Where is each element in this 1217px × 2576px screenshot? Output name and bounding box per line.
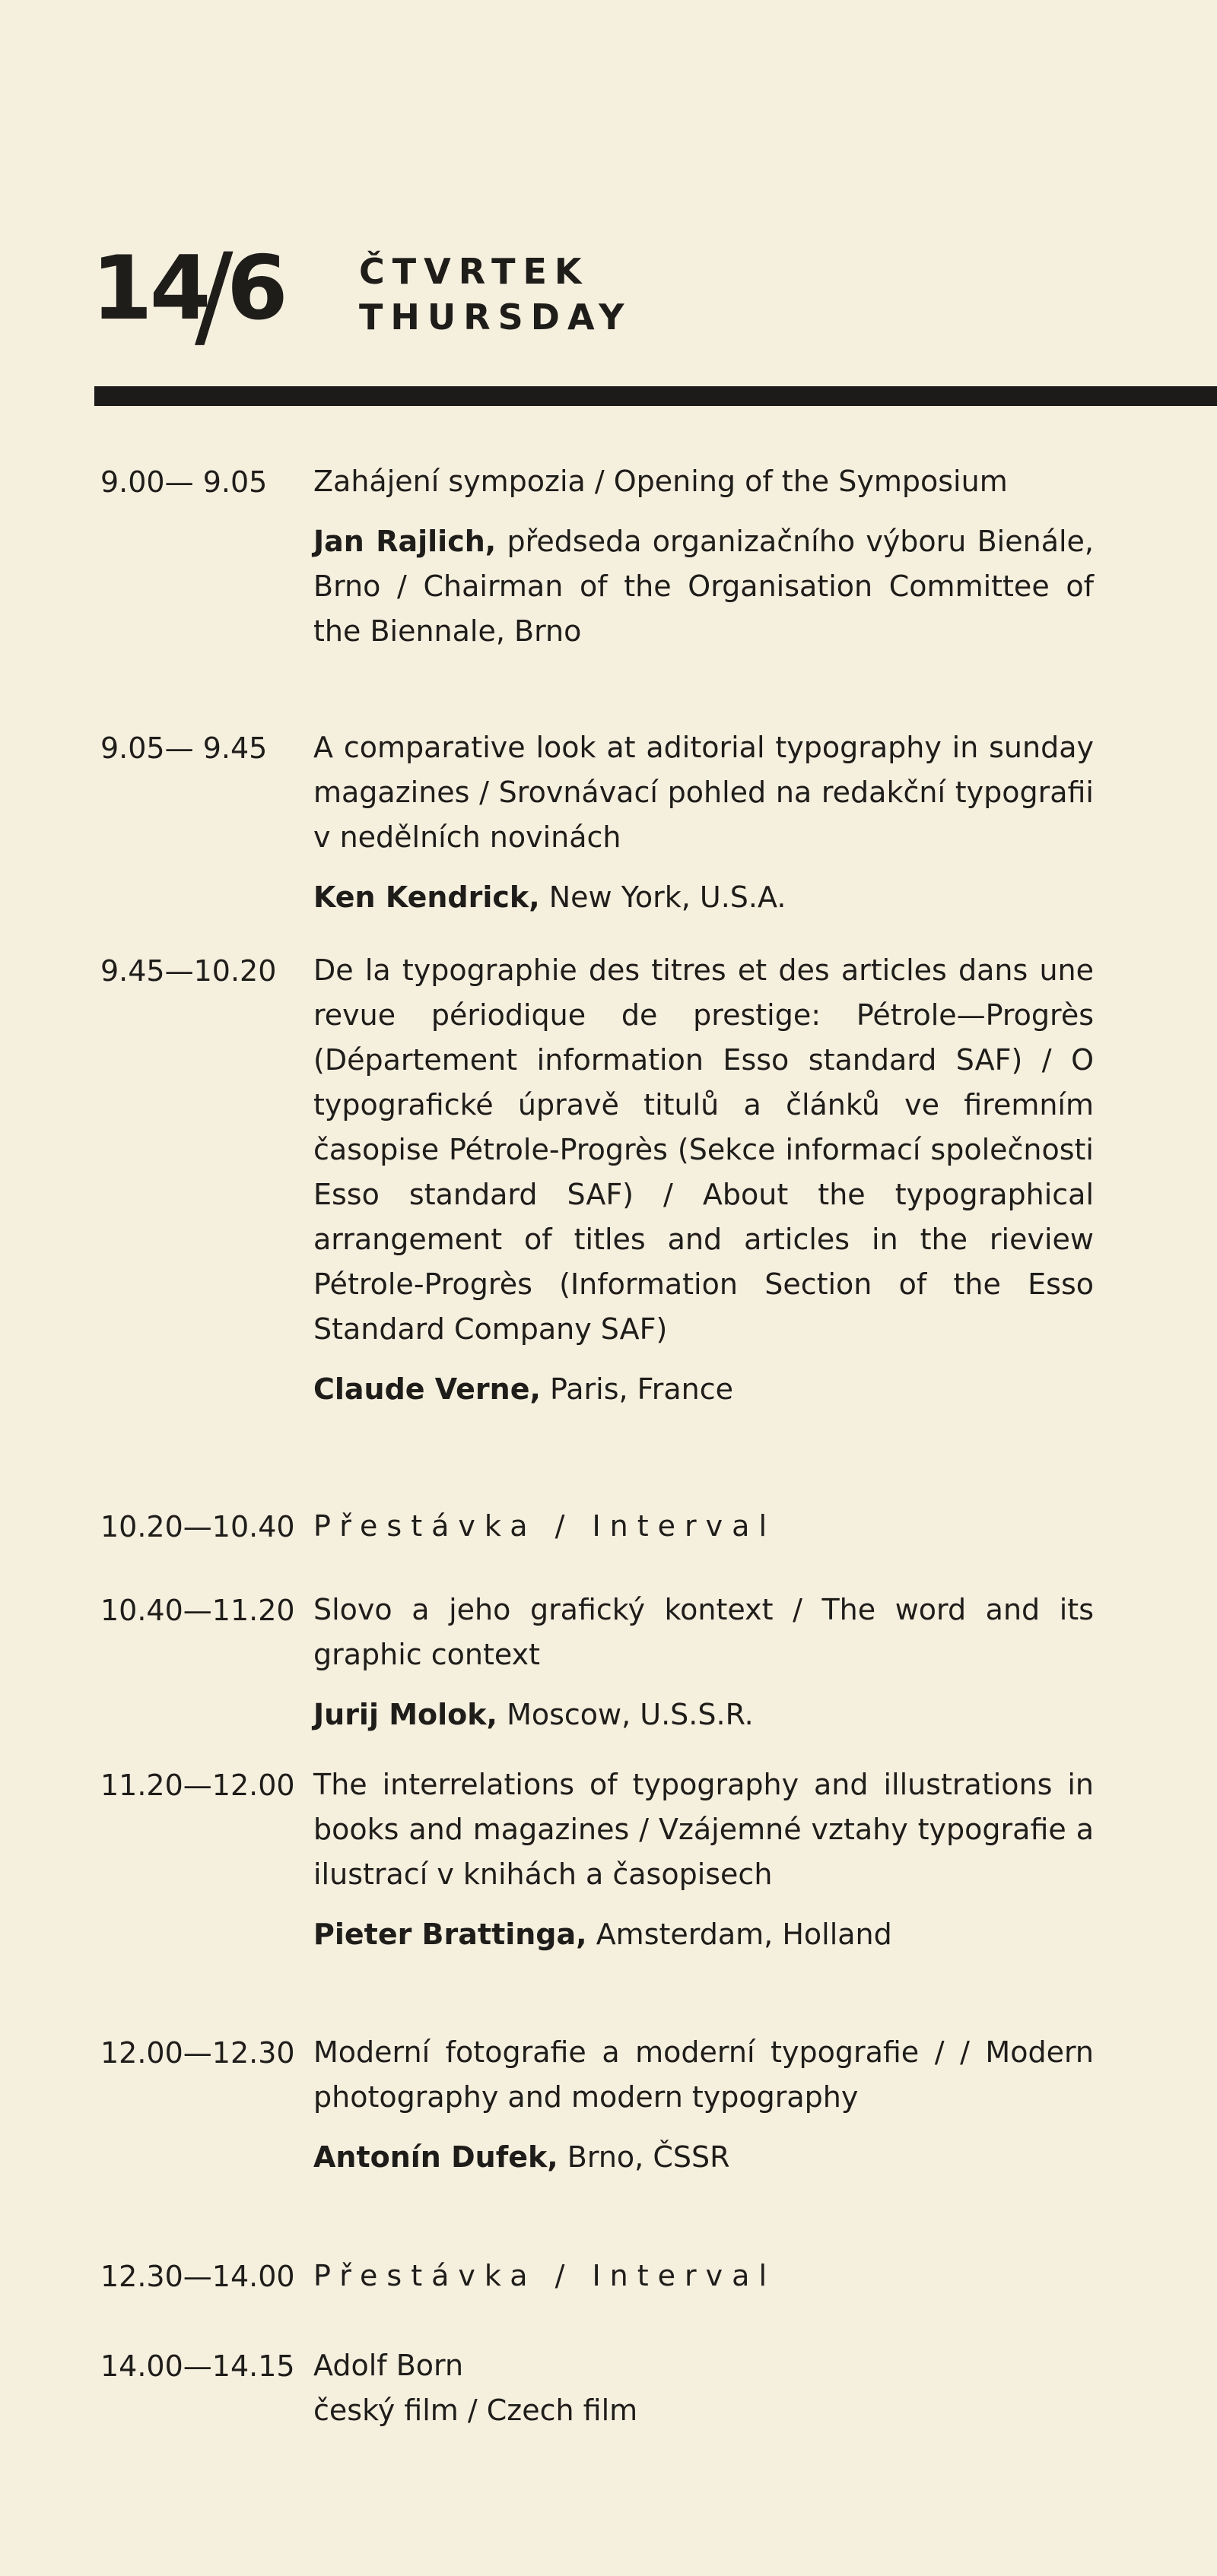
time-slot: 9.00— 9.05 (100, 465, 268, 499)
speaker-affiliation: Amsterdam, Holland (596, 1918, 892, 1951)
month-number: 6 (227, 237, 288, 340)
day-header (91, 230, 1156, 366)
speaker-affiliation: Paris, France (550, 1372, 734, 1406)
speaker-affiliation: předseda organizačního výboru Bienále, Brno / Chairman of the Organisation Committee of the Biennale, Brno (313, 525, 1095, 648)
session-title: De la typographie des titres et des articles dans une revue périodique de prestige: Pétrole—Progrès (Département information Esso standard SAF) / O typografické úpravě titulů a článků ve firemním časopise Pétrole-Progrès (Sekce informací společnosti Esso standard SAF) / About the typographical arrangement of titles and articles in the rieview Pétrole-Progrès (Information Section of the Esso Standard Company SAF) (313, 953, 1094, 1346)
session-body (313, 2030, 1094, 2180)
speaker-affiliation: Moscow, U.S.S.R. (507, 1698, 754, 1731)
session-title: Slovo a jeho grafický kontext / The word and its graphic context (313, 1593, 1094, 1671)
speaker-line (313, 1692, 1094, 1737)
time-slot: 12.00—12.30 (100, 2036, 295, 2070)
session-title: Zahájení sympozia / Opening of the Symposium (313, 465, 1008, 498)
time-slot: 14.00—14.15 (100, 2349, 295, 2383)
time-slot: 9.45—10.20 (100, 954, 277, 988)
interval-label: Přestávka / Interval (313, 2259, 776, 2292)
session-title: A comparative look at aditorial typography in sunday magazines / Srovnávací pohled na redakční typografii v nedělních novinách (313, 731, 1094, 854)
film-description: český film / Czech film (313, 2394, 638, 2427)
session-body (313, 1762, 1094, 1957)
speaker-name: Jurij Molok, (313, 1698, 497, 1731)
time-slot: 9.05— 9.45 (100, 731, 268, 765)
header-rule (94, 386, 1217, 406)
speaker-line (313, 2135, 1094, 2180)
session-body (313, 1588, 1094, 1737)
session-title: Moderní fotografie a moderní typografie / / Modern photography and modern typography (313, 2035, 1094, 2114)
time-slot: 10.40—11.20 (100, 1594, 295, 1627)
weekday-english: THURSDAY (359, 297, 632, 338)
session-body (313, 2343, 1094, 2433)
date-slash: / (195, 230, 234, 362)
speaker-line (313, 875, 1094, 920)
speaker-line (313, 1912, 1094, 1957)
speaker-name: Claude Verne, (313, 1372, 541, 1406)
day-number: 14 (91, 237, 208, 340)
speaker-name: Pieter Brattinga, (313, 1918, 587, 1951)
speaker-line (313, 1367, 1094, 1412)
speaker-name: Ken Kendrick, (313, 880, 540, 914)
film-author: Adolf Born (313, 2349, 464, 2382)
speaker-affiliation: New York, U.S.A. (548, 880, 786, 914)
speaker-name: Jan Rajlich, (313, 525, 497, 558)
speaker-line (313, 519, 1094, 654)
speaker-affiliation: Brno, ČSSR (567, 2140, 730, 2174)
session-body (313, 725, 1094, 920)
time-slot: 11.20—12.00 (100, 1769, 295, 1802)
session-body (313, 948, 1094, 1412)
time-slot: 12.30—14.00 (100, 2260, 295, 2293)
interval-label: Přestávka / Interval (313, 1509, 776, 1543)
weekday-czech: ČTVRTEK (359, 251, 589, 292)
session-body (313, 459, 1094, 654)
session-title: The interrelations of typography and illustrations in books and magazines / Vzájemné vztahy typografie a ilustrací v knihách a časopisech (313, 1768, 1094, 1891)
time-slot: 10.20—10.40 (100, 1510, 295, 1543)
speaker-name: Antonín Dufek, (313, 2140, 558, 2174)
